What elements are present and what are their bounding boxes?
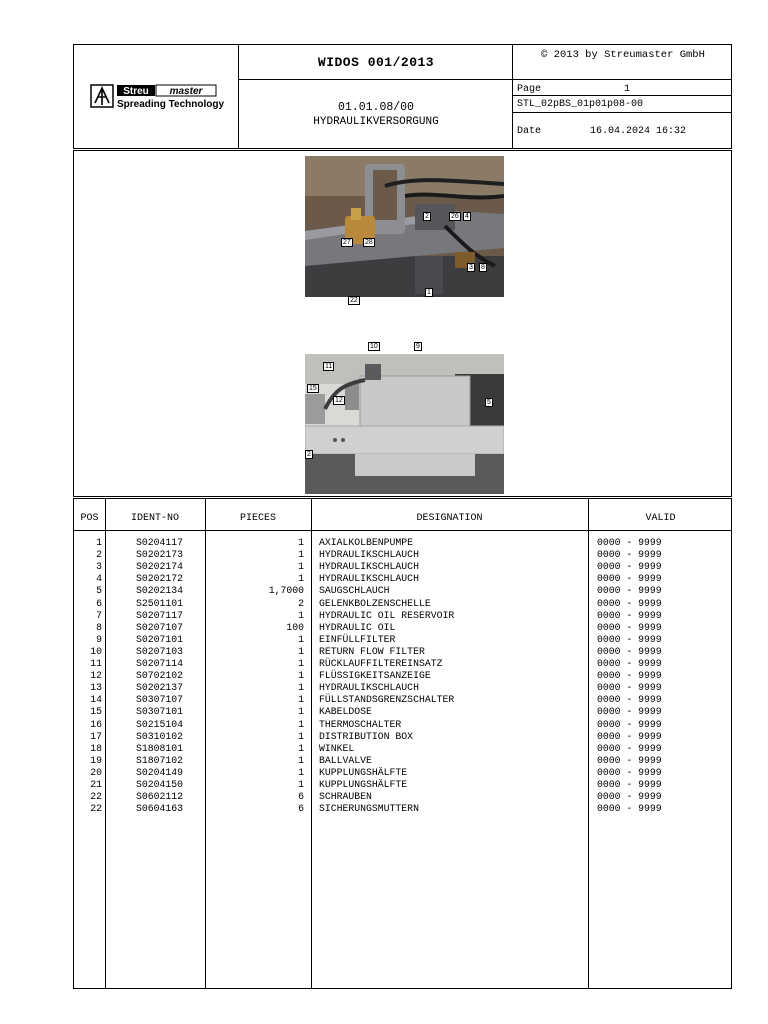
logo-tagline: Spreading Technology bbox=[117, 99, 225, 110]
parts-table bbox=[73, 498, 732, 989]
header-divider bbox=[512, 95, 731, 96]
row-valid: 0000 - 9999 bbox=[597, 645, 662, 657]
row-ident: S0202137 bbox=[136, 682, 184, 694]
row-ident: S0207114 bbox=[136, 658, 184, 669]
row-valid: 0000 - 9999 bbox=[597, 561, 662, 573]
table-row bbox=[74, 719, 733, 731]
callout: 11 bbox=[325, 363, 333, 370]
row-ident: S0307107 bbox=[136, 694, 184, 706]
row-pos: 15 bbox=[90, 706, 102, 718]
row-pieces: 1 bbox=[298, 645, 304, 657]
row-valid: 0000 - 9999 bbox=[597, 779, 662, 790]
row-valid: 0000 - 9999 bbox=[597, 754, 662, 766]
row-designation: SICHERUNGSMUTTERN bbox=[319, 803, 419, 815]
table-row bbox=[74, 731, 733, 743]
callout: 1 bbox=[427, 289, 431, 296]
row-pos: 20 bbox=[90, 766, 102, 778]
table-row bbox=[74, 682, 733, 694]
row-valid: 0000 - 9999 bbox=[597, 718, 662, 730]
header-divider bbox=[238, 79, 731, 80]
document-name: HYDRAULIKVERSORGUNG bbox=[313, 116, 439, 128]
row-designation: THERMOSCHALTER bbox=[319, 718, 402, 730]
row-pieces: 2 bbox=[298, 597, 304, 609]
row-designation: WINKEL bbox=[319, 742, 355, 754]
row-designation: GELENKBOLZENSCHELLE bbox=[319, 597, 431, 609]
table-row bbox=[74, 658, 733, 670]
row-designation: AXIALKOLBENPUMPE bbox=[319, 537, 414, 548]
row-pieces: 1 bbox=[298, 561, 304, 573]
row-designation: RETURN FLOW FILTER bbox=[319, 645, 425, 657]
callout: 10 bbox=[370, 343, 378, 350]
table-row bbox=[74, 610, 733, 622]
row-designation: DISTRIBUTION BOX bbox=[319, 730, 414, 742]
row-designation: EINFÜLLFILTER bbox=[319, 633, 396, 645]
row-pos: 2 bbox=[96, 549, 102, 561]
row-pos: 10 bbox=[90, 645, 102, 657]
row-ident: S0204150 bbox=[136, 779, 184, 790]
document-header bbox=[73, 44, 732, 149]
row-pieces: 1 bbox=[298, 537, 304, 548]
row-ident: S1807102 bbox=[136, 754, 184, 766]
row-pieces: 1 bbox=[298, 658, 304, 669]
table-row bbox=[74, 585, 733, 597]
row-pos: 1 bbox=[96, 537, 102, 548]
row-ident: S1808101 bbox=[136, 742, 184, 754]
page-number: 1 bbox=[624, 84, 631, 95]
row-pos: 12 bbox=[90, 670, 102, 682]
illustration-panel bbox=[73, 150, 732, 497]
callout: 3 bbox=[469, 264, 473, 271]
row-pos: 5 bbox=[96, 585, 102, 597]
table-row bbox=[74, 537, 733, 549]
callout: 8 bbox=[481, 264, 485, 271]
callout: 27 bbox=[343, 239, 351, 246]
logo-brand-a: Streu bbox=[123, 86, 149, 97]
hydraulic-pump-photo bbox=[305, 156, 504, 297]
row-valid: 0000 - 9999 bbox=[597, 791, 662, 803]
date-label: Date bbox=[517, 126, 542, 137]
row-valid: 0000 - 9999 bbox=[597, 682, 662, 694]
row-designation: HYDRAULIKSCHLAUCH bbox=[319, 549, 419, 561]
row-pieces: 1 bbox=[298, 730, 304, 742]
callout: 2 bbox=[307, 451, 311, 458]
row-ident: S0207107 bbox=[136, 621, 184, 633]
document-code: 01.01.08/00 bbox=[338, 101, 414, 114]
table-row bbox=[74, 791, 733, 803]
table-row bbox=[74, 755, 733, 767]
row-valid: 0000 - 9999 bbox=[597, 706, 662, 718]
row-pieces: 1 bbox=[298, 694, 304, 706]
row-ident: S0202172 bbox=[136, 573, 184, 585]
row-pieces: 1 bbox=[298, 573, 304, 585]
row-pieces: 1 bbox=[298, 706, 304, 718]
row-pos: 22 bbox=[90, 803, 102, 815]
row-designation: HYDRAULIKSCHLAUCH bbox=[319, 561, 419, 573]
column-header-pos: POS bbox=[80, 513, 99, 524]
row-ident: S0702102 bbox=[136, 670, 184, 682]
row-valid: 0000 - 9999 bbox=[597, 609, 662, 621]
callout: 5 bbox=[487, 399, 491, 406]
row-ident: S0604163 bbox=[136, 803, 184, 815]
row-valid: 0000 - 9999 bbox=[597, 742, 662, 754]
callout: 22 bbox=[350, 297, 358, 304]
callout: 28 bbox=[365, 239, 373, 246]
row-pieces: 6 bbox=[298, 803, 304, 815]
row-pos: 3 bbox=[96, 561, 102, 573]
streumaster-logo bbox=[90, 83, 230, 111]
table-row bbox=[74, 706, 733, 718]
row-pos: 11 bbox=[90, 658, 102, 669]
logo-brand-b: master bbox=[169, 86, 203, 97]
table-row bbox=[74, 670, 733, 682]
column-header-designation: DESIGNATION bbox=[416, 513, 483, 524]
row-valid: 0000 - 9999 bbox=[597, 730, 662, 742]
row-designation: SCHRAUBEN bbox=[319, 791, 372, 803]
row-pos: 9 bbox=[96, 633, 102, 645]
row-designation: FLÜSSIGKEITSANZEIGE bbox=[319, 670, 431, 682]
row-designation: SAUGSCHLAUCH bbox=[319, 585, 390, 597]
row-pieces: 1 bbox=[298, 682, 304, 694]
callout: 9 bbox=[416, 343, 420, 350]
table-row bbox=[74, 743, 733, 755]
header-divider bbox=[512, 112, 731, 113]
row-pos: 17 bbox=[90, 730, 102, 742]
row-pieces: 1 bbox=[298, 742, 304, 754]
row-designation: KUPPLUNGSHÄLFTE bbox=[319, 779, 408, 790]
table-row bbox=[74, 694, 733, 706]
row-valid: 0000 - 9999 bbox=[597, 573, 662, 585]
callout: 15 bbox=[309, 385, 317, 392]
row-designation: HYDRAULIC OIL bbox=[319, 621, 396, 633]
page-label: Page bbox=[517, 84, 542, 95]
row-pieces: 1 bbox=[298, 754, 304, 766]
row-pieces: 1 bbox=[298, 549, 304, 561]
row-pos: 19 bbox=[90, 754, 102, 766]
row-designation: HYDRAULIC OIL RESERVOIR bbox=[319, 609, 455, 621]
row-valid: 0000 - 9999 bbox=[597, 597, 662, 609]
row-designation: FÜLLSTANDSGRENZSCHALTER bbox=[319, 694, 455, 706]
table-row bbox=[74, 549, 733, 561]
row-pos: 16 bbox=[90, 718, 102, 730]
row-ident: S0207101 bbox=[136, 633, 184, 645]
row-ident: S0207103 bbox=[136, 645, 184, 657]
row-ident: S0215104 bbox=[136, 718, 184, 730]
row-valid: 0000 - 9999 bbox=[597, 585, 662, 597]
table-row bbox=[74, 634, 733, 646]
row-ident: S0310102 bbox=[136, 730, 184, 742]
callout: 4 bbox=[465, 213, 469, 220]
date-value: 16.04.2024 16:32 bbox=[590, 126, 687, 137]
row-pos: 21 bbox=[90, 779, 102, 790]
row-ident: S0207117 bbox=[136, 609, 184, 621]
row-pos: 4 bbox=[96, 573, 102, 585]
row-ident: S0202173 bbox=[136, 549, 184, 561]
document-id: STL_02pBS_01p01p08-00 bbox=[517, 99, 644, 110]
row-pos: 7 bbox=[96, 609, 102, 621]
row-pieces: 1,7000 bbox=[268, 585, 304, 597]
row-ident: S0602112 bbox=[136, 791, 184, 803]
header-row-divider bbox=[74, 530, 731, 531]
row-pieces: 1 bbox=[298, 779, 304, 790]
table-row bbox=[74, 767, 733, 779]
row-pos: 13 bbox=[90, 682, 102, 694]
row-designation: BALLVALVE bbox=[319, 754, 372, 766]
row-designation: KUPPLUNGSHÄLFTE bbox=[319, 766, 408, 778]
column-header-valid: VALID bbox=[645, 513, 676, 524]
row-valid: 0000 - 9999 bbox=[597, 549, 662, 561]
row-valid: 0000 - 9999 bbox=[597, 766, 662, 778]
callout: 2 bbox=[425, 213, 429, 220]
row-pieces: 1 bbox=[298, 633, 304, 645]
table-row bbox=[74, 598, 733, 610]
table-row bbox=[74, 646, 733, 658]
table-row bbox=[74, 803, 733, 815]
row-valid: 0000 - 9999 bbox=[597, 621, 662, 633]
row-ident: S0307101 bbox=[136, 706, 184, 718]
row-pos: 6 bbox=[96, 597, 102, 609]
row-ident: S0204117 bbox=[136, 537, 184, 548]
column-header-ident: IDENT-NO bbox=[130, 513, 179, 524]
callout: 12 bbox=[335, 397, 343, 404]
row-pieces: 100 bbox=[286, 621, 304, 633]
row-pieces: 1 bbox=[298, 670, 304, 682]
row-pieces: 6 bbox=[298, 791, 304, 803]
row-valid: 0000 - 9999 bbox=[597, 633, 662, 645]
row-valid: 0000 - 9999 bbox=[597, 803, 662, 815]
row-designation: HYDRAULIKSCHLAUCH bbox=[319, 573, 419, 585]
row-pos: 22 bbox=[90, 791, 102, 803]
table-row bbox=[74, 573, 733, 585]
row-designation: RÜCKLAUFFILTEREINSATZ bbox=[319, 658, 443, 669]
row-ident: S0204149 bbox=[136, 766, 184, 778]
row-ident: S2501101 bbox=[136, 597, 184, 609]
table-row bbox=[74, 622, 733, 634]
row-pieces: 1 bbox=[298, 609, 304, 621]
copyright-text: © 2013 by Streumaster GmbH bbox=[541, 49, 705, 61]
callout: 26 bbox=[451, 213, 459, 220]
table-row bbox=[74, 561, 733, 573]
row-pos: 8 bbox=[96, 621, 102, 633]
row-pieces: 1 bbox=[298, 766, 304, 778]
row-valid: 0000 - 9999 bbox=[597, 658, 662, 669]
row-valid: 0000 - 9999 bbox=[597, 670, 662, 682]
oil-reservoir-photo bbox=[305, 354, 504, 494]
row-valid: 0000 - 9999 bbox=[597, 537, 662, 548]
row-ident: S0202174 bbox=[136, 561, 184, 573]
row-pos: 14 bbox=[90, 694, 102, 706]
row-designation: HYDRAULIKSCHLAUCH bbox=[319, 682, 419, 694]
row-designation: KABELDOSE bbox=[319, 706, 372, 718]
row-pieces: 1 bbox=[298, 718, 304, 730]
column-header-pieces: PIECES bbox=[239, 513, 276, 524]
row-pos: 18 bbox=[90, 742, 102, 754]
document-title: WIDOS 001/2013 bbox=[317, 55, 435, 70]
row-valid: 0000 - 9999 bbox=[597, 694, 662, 706]
row-ident: S0202134 bbox=[136, 585, 184, 597]
table-row bbox=[74, 779, 733, 791]
